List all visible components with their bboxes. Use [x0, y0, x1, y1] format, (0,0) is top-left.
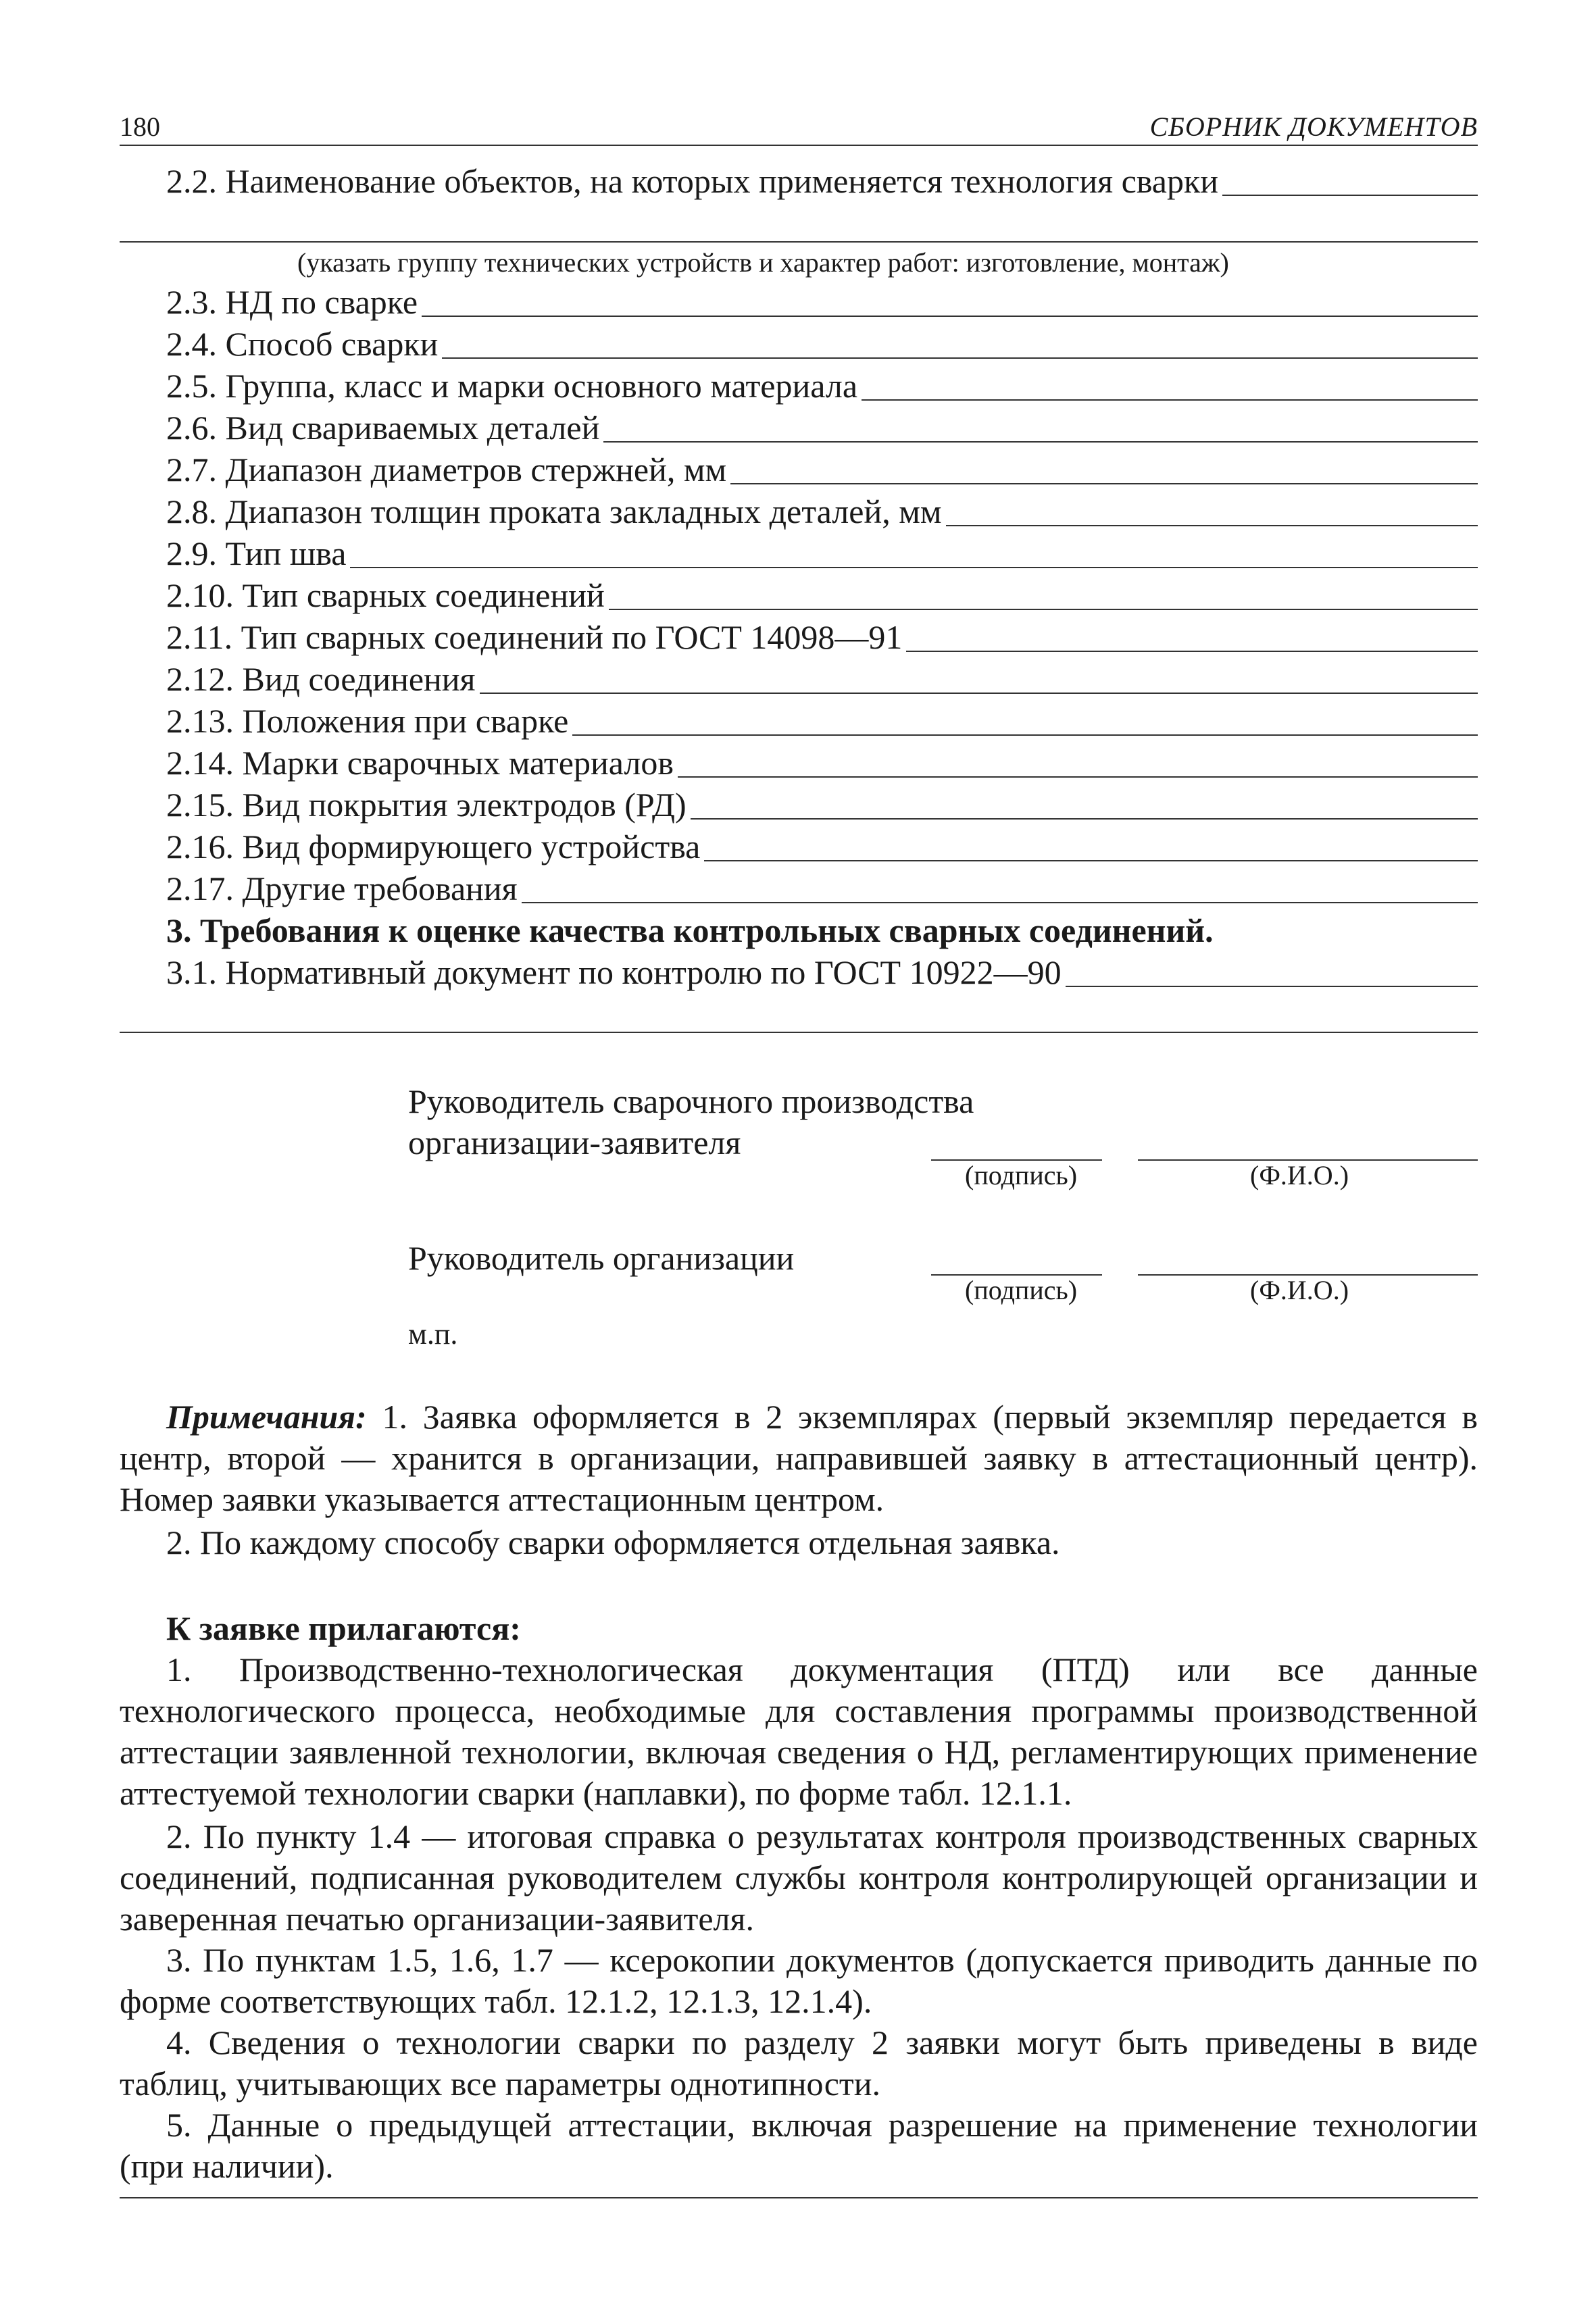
field-label: 2.7. Диапазон диаметров стержней, мм: [166, 451, 727, 488]
field-3-1: [166, 952, 1478, 992]
field-2-14: [166, 743, 1478, 783]
fill-line: [120, 1032, 1478, 1033]
attachment-item: [120, 1940, 1478, 2022]
field-2-5: [166, 366, 1478, 406]
page-header: [120, 107, 1478, 146]
footer-rule: [120, 2197, 1478, 2198]
fill-line: [946, 525, 1478, 526]
note-2: 2. По каждому способу сварки оформляется отдельная заявка.: [166, 1524, 1060, 1561]
field-2-17: [166, 868, 1478, 909]
field-label: 2.3. НД по сварке: [166, 283, 418, 321]
fill-line: [704, 860, 1478, 861]
attachment-item: [120, 2022, 1478, 2105]
field-2-4: [166, 324, 1478, 364]
name-caption: (Ф.И.О.): [1250, 1275, 1349, 1305]
fill-line: [442, 357, 1478, 359]
fill-line: [678, 776, 1478, 778]
attachment-item: [120, 1649, 1478, 1814]
notes-paragraph: [120, 1397, 1478, 1520]
field-2-11: [166, 617, 1478, 657]
signature-caption: (подпись): [965, 1275, 1078, 1305]
name-caption: (Ф.И.О.): [1250, 1160, 1349, 1190]
attachment-text: 2. По пункту 1.4 — итоговая справка о результатах контроля производственных сварных соединений, подписанная руководителем службы контроля контролирующей организации и заверенная печатью организации-заявителя.: [120, 1817, 1478, 1938]
field-2-3: [166, 282, 1478, 322]
fill-line: [350, 567, 1478, 568]
field-2-9: [166, 533, 1478, 574]
field-2-2: [166, 161, 1478, 201]
field-label: 2.6. Вид свариваемых деталей: [166, 409, 600, 447]
field-label: 2.8. Диапазон толщин проката закладных деталей, мм: [166, 493, 942, 530]
fill-line: [609, 609, 1478, 610]
field-label: 2.4. Способ сварки: [166, 325, 439, 363]
note-1: 1. Заявка оформляется в 2 экземплярах (первый экземпляр передается в центр, второй — хранится в организации, направившей заявку в аттестационный центр). Номер заявки указывается аттестационным центром.: [120, 1398, 1478, 1518]
collection-title: СБОРНИК ДОКУМЕНТОВ: [1149, 111, 1478, 142]
signature-caption: (подпись): [965, 1160, 1078, 1190]
stamp-place: м.п.: [408, 1317, 458, 1351]
attachment-text: 3. По пунктам 1.5, 1.6, 1.7 — ксерокопии документов (допускается приводить данные по форме соответствующих табл. 12.1.2, 12.1.3, 12.1.4).: [120, 1941, 1478, 2020]
welding-head-org: организации-заявителя: [408, 1124, 741, 1161]
fill-line: [422, 316, 1478, 317]
field-label: 2.9. Тип шва: [166, 534, 347, 572]
field-2-15: [166, 784, 1478, 825]
field-2-13: [166, 701, 1478, 741]
fill-line: [730, 483, 1478, 484]
fill-line: [522, 902, 1478, 903]
attachment-text: 4. Сведения о технологии сварки по разделу 2 заявки могут быть приведены в виде таблиц, учитывающих все параметры однотипности.: [120, 2023, 1478, 2103]
attachment-text: 1. Производственно-технологическая документация (ПТД) или все данные технологического процесса, необходимые для составления программы производственной аттестации заявленной технологии, включая сведения о НД, регламентирующих применение аттестуемой технологии сварки (наплавки), по форме табл. 12.1.1.: [120, 1651, 1478, 1812]
notes-lead: Примечания:: [166, 1398, 367, 1436]
field-label: 2.11. Тип сварных соединений по ГОСТ 14098—91: [166, 618, 903, 656]
field-2-12: [166, 659, 1478, 699]
field-label: 2.12. Вид соединения: [166, 660, 476, 698]
field-label: 2.17. Другие требования: [166, 870, 518, 907]
note-2-paragraph: [120, 1522, 1478, 1563]
org-head-title: Руководитель организации: [408, 1239, 795, 1277]
fill-line: [862, 399, 1478, 401]
field-label: 2.14. Марки сварочных материалов: [166, 744, 674, 782]
fill-line: [691, 818, 1478, 820]
attachments-heading: К заявке прилагаются:: [166, 1609, 521, 1647]
field-2-10: [166, 575, 1478, 615]
fill-line: [572, 734, 1478, 736]
field-label: 2.5. Группа, класс и марки основного материала: [166, 367, 858, 405]
field-label: 2.15. Вид покрытия электродов (РД): [166, 786, 687, 824]
fill-line: [1066, 986, 1478, 987]
fill-line: [603, 441, 1478, 443]
page-number: 180: [120, 111, 160, 142]
field-2-6: [166, 407, 1478, 448]
field-hint: (указать группу технических устройств и характер работ: изготовление, монтаж): [297, 247, 1229, 278]
welding-head-title: Руководитель сварочного производства: [408, 1082, 974, 1120]
fill-line: [120, 241, 1478, 243]
field-label: 2.13. Положения при сварке: [166, 702, 569, 740]
section-3-heading: 3. Требования к оценке качества контрольных сварных соединений.: [166, 911, 1214, 949]
attachment-text: 5. Данные о предыдущей аттестации, включая разрешение на применение технологии (при наличии).: [120, 2106, 1478, 2185]
fill-line: [480, 693, 1478, 694]
fill-line: [1222, 195, 1478, 196]
fill-line: [906, 651, 1478, 652]
field-2-7: [166, 449, 1478, 490]
field-label: 2.10. Тип сварных соединений: [166, 576, 605, 614]
attachment-item: [120, 1816, 1478, 1940]
attachment-item: [120, 2105, 1478, 2187]
field-label: 2.16. Вид формирующего устройства: [166, 828, 701, 865]
field-label: 3.1. Нормативный документ по контролю по ГОСТ 10922—90: [166, 953, 1062, 991]
field-2-16: [166, 826, 1478, 867]
field-label: 2.2. Наименование объектов, на которых применяется технология сварки: [166, 162, 1219, 200]
field-2-8: [166, 491, 1478, 532]
